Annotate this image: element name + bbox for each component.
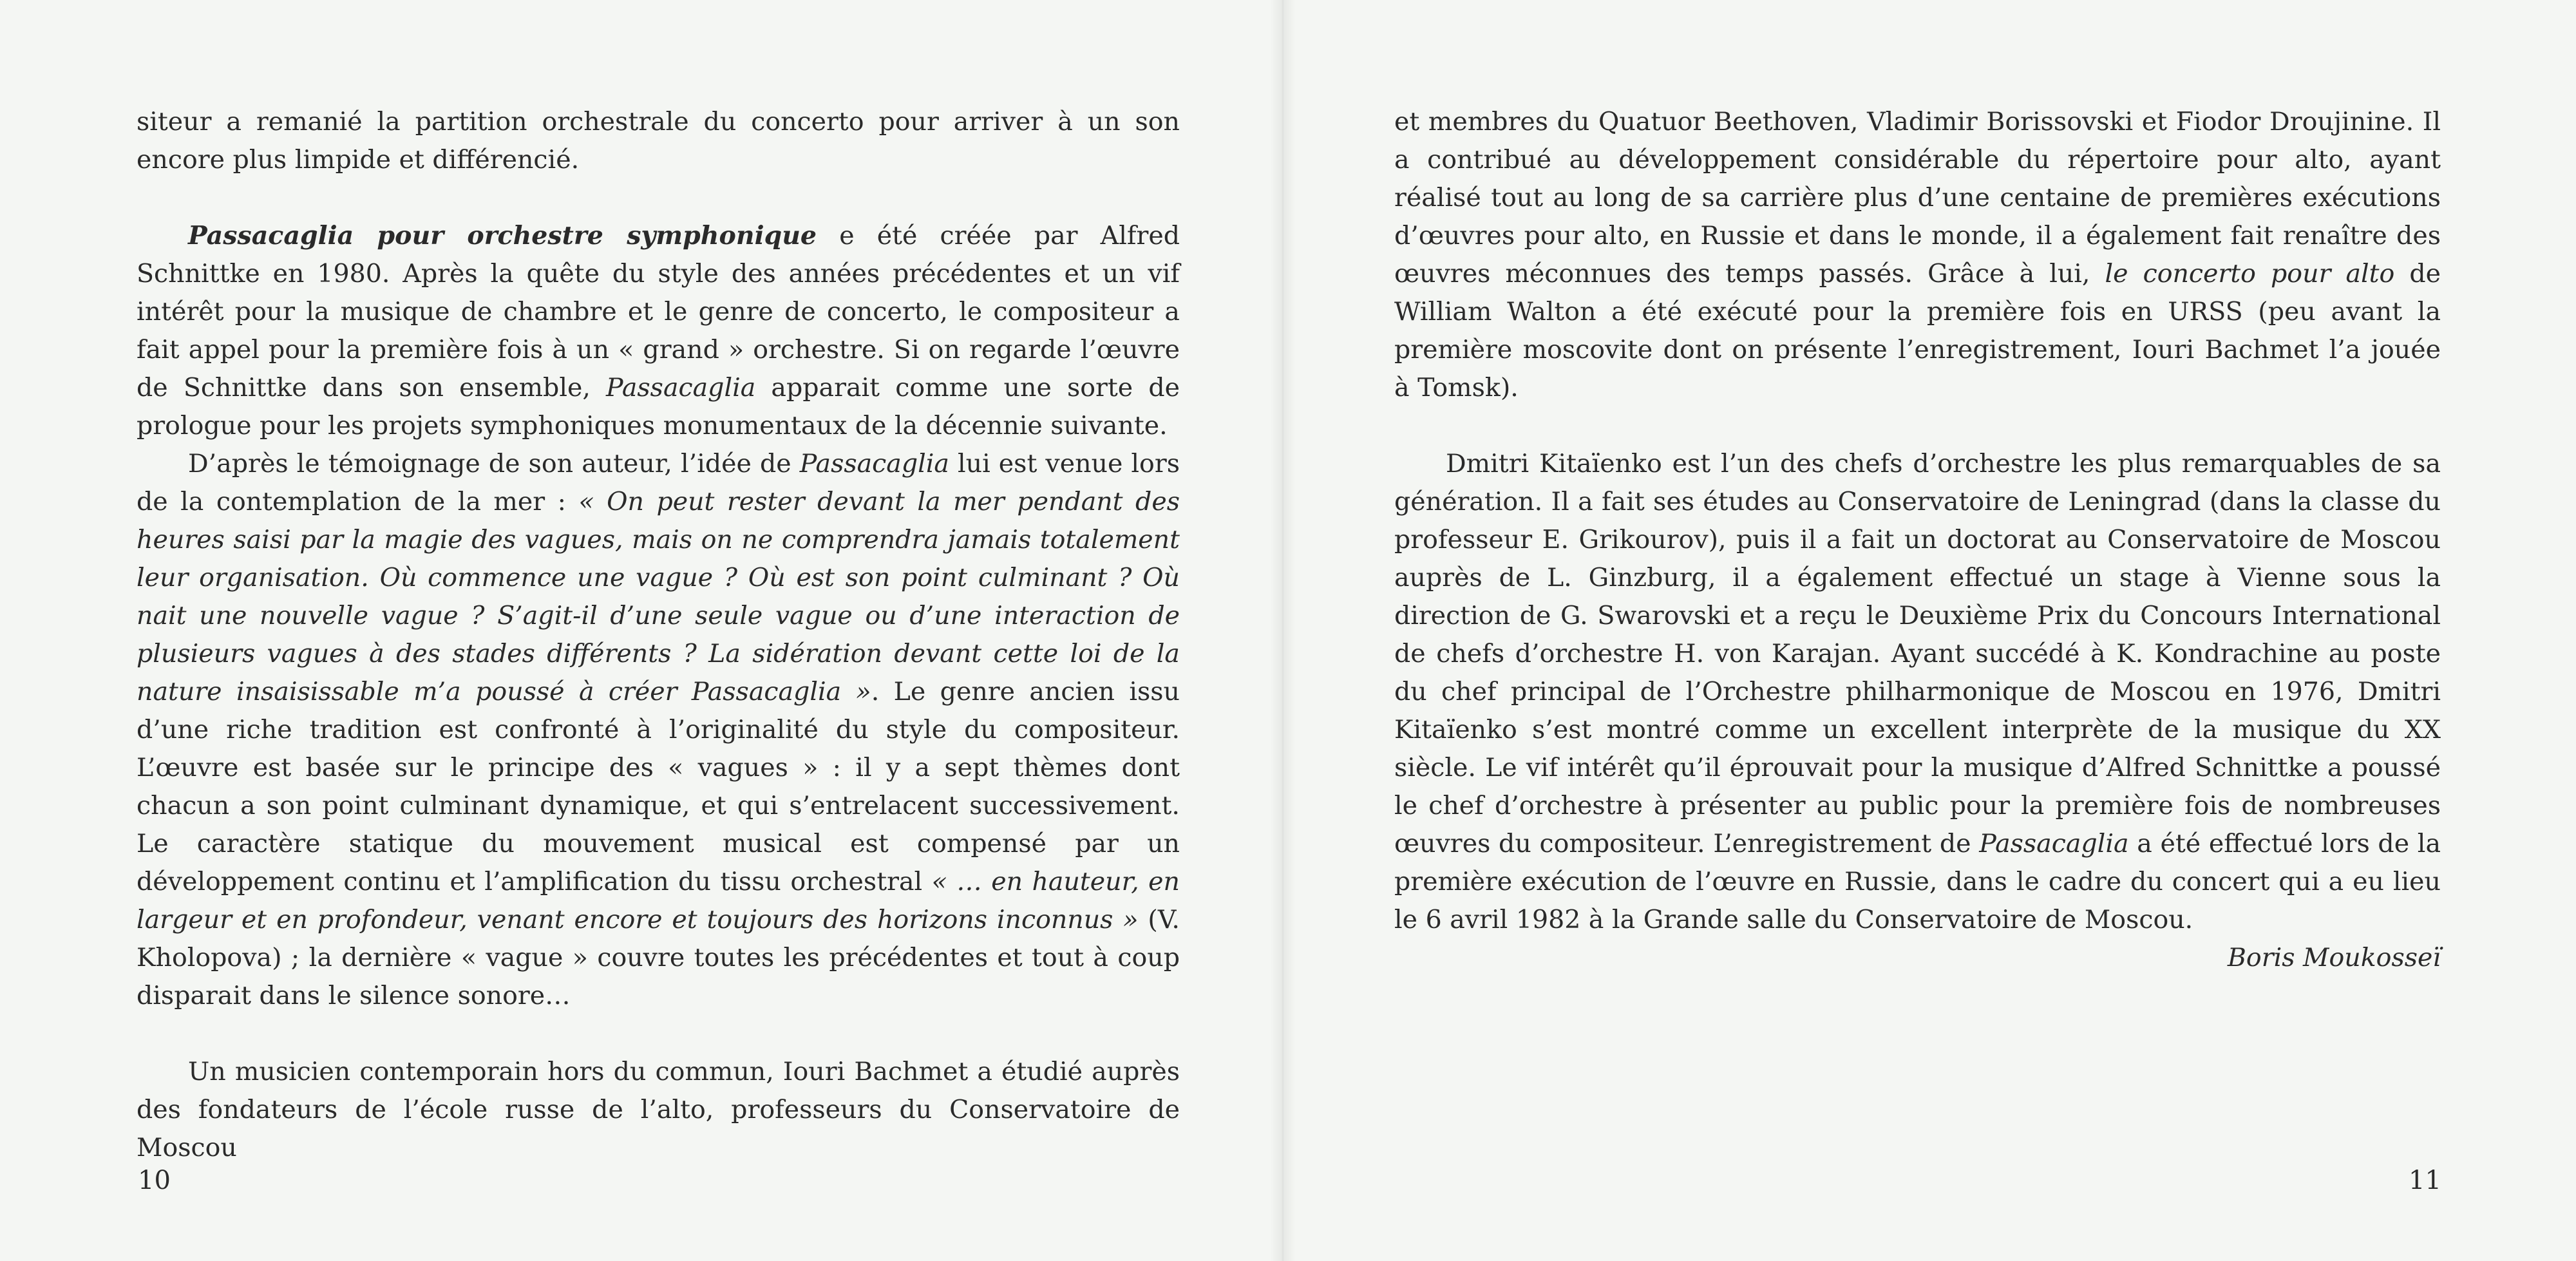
kholopova-quote: « … en hauteur, en largeur et en profondeur, venant encore et toujours des horizons inconnus »: [137, 867, 1180, 934]
paragraph-intro-continuation: siteur a remanié la partition orchestrale du concerto pour arriver à un son encore plus limpide et différencié.: [137, 107, 1180, 175]
paragraph-bachmet: Un musicien contemporain hors du commun, Iouri Bachmet a étudié auprès des fondateurs de l’école russe de l’alto, professeurs du Conservatoire de Moscou: [137, 1057, 1180, 1162]
right-page: [1282, 0, 2576, 1261]
composer-quote: « On peut rester devant la mer pendant des heures saisi par la magie des vagues, mais on ne comprendra jamais totalement leur organisation. Où commence une vague ? Où est son point culminant ? Où nait une nouvelle vague ? S’agit-il d’une seule vague ou d’une interaction de plusieurs vagues à des stades différents ? La sidération devant cette loi de la nature insaisissable m’a poussé à créer Passacaglia »: [137, 487, 1180, 706]
paragraph-composer-quote: D’après le témoignage de son auteur, l’idée de Passacaglia lui est venue lors de la contemplation de la mer : « On peut rester devant la mer pendant des heures saisi par la magie des vagues, mais on ne comprendra jamais totalement leur organisation. Où commence une vague ? Où est son point culminant ? Où nait une nouvelle vague ? S’agit-il d’une seule vague ou d’une interaction de plusieurs vagues à des stades différents ? La sidération devant cette loi de la nature insaisissable m’a poussé à créer Passacaglia ». Le genre ancien issu d’une riche tradition est confronté à l’originalité du style du compositeur. L’œuvre est basée sur le principe des « vagues » : il y a sept thèmes dont chacun a son point culminant dynamique, et qui s’entrelacent successivement. Le caractère statique du mouvement musical est compensé par un développement continu et l’amplification du tissu orchestral « … en hauteur, en largeur et en profondeur, venant encore et toujours des horizons inconnus » (V. Kholopova) ; la dernière « vague » couvre toutes les précédentes et tout à coup disparait dans le silence sonore…: [137, 449, 1180, 1010]
right-text-column: [1394, 103, 2441, 977]
page-number-right: 11: [2409, 1166, 2441, 1195]
paragraph-kitaienko: Dmitri Kitaïenko est l’un des chefs d’orchestre les plus remarquables de sa génération. Il a fait ses études au Conservatoire de Leningrad (dans la classe du professeur E. Grikourov), puis il a fait un doctorat au Conservatoire de Moscou auprès de L. Ginzburg, il a également effectué un stage à Vienne sous la direction de G. Swarovski et a reçu le Deuxième Prix du Concours International de chefs d’orchestre H. von Karajan. Ayant succédé à K. Kondrachine au poste du chef principal de l’Orchestre philharmonique de Moscou en 1976, Dmitri Kitaïenko s’est montré comme un excellent interprète de la musique du XX siècle. Le vif intérêt qu’il éprouvait pour la musique d’Alfred Schnittke a poussé le chef d’orchestre à présenter au public pour la première fois de nombreuses œuvres du compositeur. L’enregistrement de Passacaglia a été effectué lors de la première exécution de l’œuvre en Russie, dans le cadre du concert qui a eu lieu le 6 avril 1982 à la Grande salle du Conservatoire de Moscou.: [1394, 449, 2441, 934]
paragraph-passacaglia-intro: Passacaglia pour orchestre symphonique e été créée par Alfred Schnittke en 1980. Après la quête du style des années précédentes et un vif intérêt pour la musique de chambre et le genre de concerto, le compositeur a fait appel pour la première fois à un « grand » orchestre. Si on regarde l’œuvre de Schnittke dans son ensemble, Passacaglia apparait comme une sorte de prologue pour les projets symphoniques monumentaux de la décennie suivante.: [137, 221, 1180, 441]
book-gutter: [1270, 0, 1296, 1261]
work-title: Passacaglia pour orchestre symphonique: [188, 221, 817, 251]
page-number-left: 10: [138, 1166, 171, 1195]
author-signature: Boris Moukosseï: [2227, 943, 2441, 972]
left-page: [0, 0, 1282, 1261]
left-text-column: [137, 103, 1180, 1167]
paragraph-bachmet-continuation: et membres du Quatuor Beethoven, Vladimir Borissovski et Fiodor Droujinine. Il a contribué au développement considérable du répertoire pour alto, ayant réalisé tout au long de sa carrière plus d’une centaine de premières exécutions d’œuvres pour alto, en Russie et dans le monde, il a également fait renaître des œuvres méconnues des temps passés. Grâce à lui, le concerto pour alto de William Walton a été exécuté pour la première fois en URSS (peu avant la première moscovite dont on présente l’enregistrement, Iouri Bachmet l’a jouée à Tomsk).: [1394, 107, 2441, 403]
